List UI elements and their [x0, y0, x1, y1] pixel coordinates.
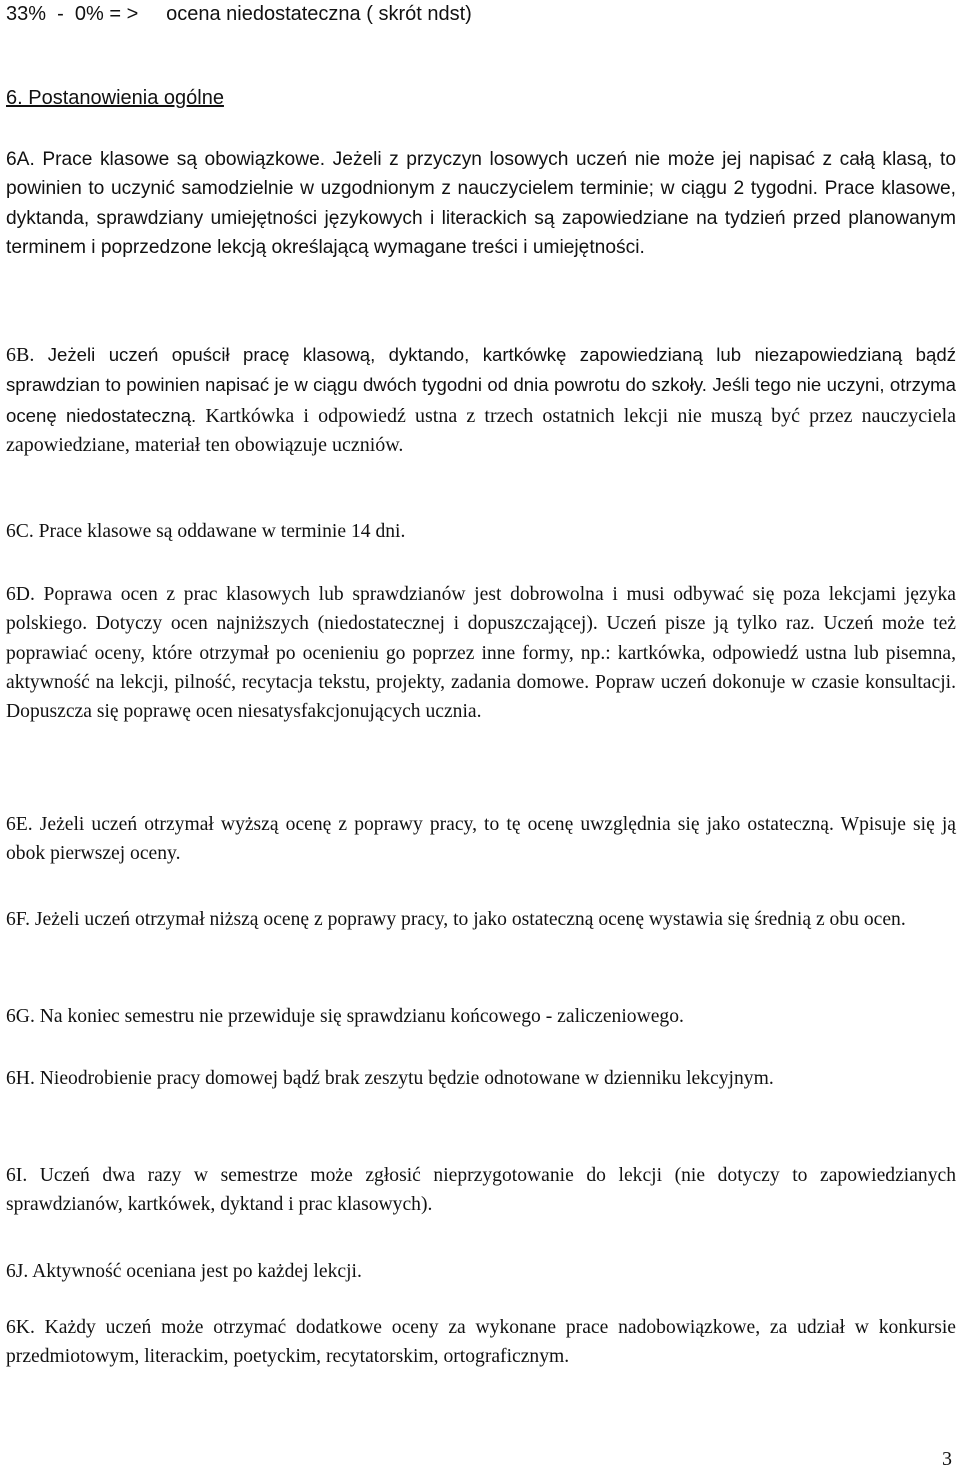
paragraph-6b-label: 6B.: [6, 344, 35, 366]
paragraph-6c: 6C. Prace klasowe są oddawane w terminie 14 dni.: [6, 521, 406, 542]
paragraph-6h: 6H. Nieodrobienie pracy domowej bądź brak zeszytu będzie odnotowane w dzienniku lekcyjnym.: [6, 1068, 774, 1089]
paragraph-6e: 6E. Jeżeli uczeń otrzymał wyższą ocenę z poprawy pracy, to tę ocenę uwzględnia się jako ostateczną. Wpisuje się ją obok pierwszej oceny.: [6, 814, 956, 865]
paragraph-6g: 6G. Na koniec semestru nie przewiduje się sprawdzianu końcowego - zaliczeniowego.: [6, 1006, 684, 1027]
paragraph-6b: [6, 340, 956, 460]
document-page: [6, 0, 957, 1368]
paragraph-6d: 6D. Poprawa ocen z prac klasowych lub sprawdzianów jest dobrowolna i musi odbywać się poza lekcjami języka polskiego. Dotyczy ocen najniższych (niedostatecznej i dopuszczającej). Uczeń pisze ją tylko raz. Uczeń może też poprawiać oceny, które otrzymał po ocenieniu go poprzez inne formy, np.: kartkówka, odpowiedź ustna lub pisemna, aktywność na lekcji, pilność, recytacja tekstu, projekty, zadania domowe. Popraw uczeń dokonuje w czasie konsultacji. Dopuszcza się poprawę ocen niesatysfakcjonujących ucznia.: [6, 584, 956, 723]
paragraph-6i: 6I. Uczeń dwa razy w semestrze może zgłosić nieprzygotowanie do lekcji (nie dotyczy to zapowiedzianych sprawdzianów, kartkówek, dyktand i prac klasowych).: [6, 1165, 956, 1216]
paragraph-6a-part1: 6A. Prace klasowe są obowiązkowe. Jeżeli z przyczyn losowych uczeń nie może jej napisać z całą klasą, to powinien to uczynić samodzielnie w uzgodnionym z nauczycielem terminie; w ciągu 2 tygodni.: [6, 149, 956, 200]
paragraph-6a-part2: Prace klasowe, dyktanda, sprawdziany umiejętności językowych i literackich są zapowiedziane na tydzień przed planowanym terminem i poprzedzone lekcją określającą wymagane treści i umiejętności.: [6, 178, 956, 258]
paragraph-6k: 6K. Każdy uczeń może otrzymać dodatkowe oceny za wykonane prace nadobowiązkowe, za udział w konkursie przedmiotowym, literackim, poetyckim, recytatorskim, ortograficznym.: [6, 1317, 956, 1368]
paragraph-6a: [6, 145, 956, 262]
paragraph-6b-part2: Kartkówka i odpowiedź ustna z trzech ostatnich lekcji nie muszą być przez nauczyciela zapowiedziane, materiał ten obowiązuje uczniów.: [6, 404, 957, 456]
paragraph-6b-part1: Jeżeli uczeń opuścił pracę klasową, dyktando, kartkówkę zapowiedzianą lub niezapowiedzianą bądź sprawdzian to powinien napisać je w ciągu dwóch tygodni od dnia powrotu do szkoły. Jeśli tego nie uczyni, otrzyma ocenę niedostateczną.: [6, 344, 956, 426]
grade-scale-line: 33% - 0% = > ocena niedostateczna ( skrót ndst): [6, 3, 472, 25]
paragraph-6j: 6J. Aktywność oceniana jest po każdej lekcji.: [6, 1261, 362, 1282]
section-title: 6. Postanowienia ogólne: [6, 87, 224, 109]
paragraph-6f: 6F. Jeżeli uczeń otrzymał niższą ocenę z poprawy pracy, to jako ostateczną ocenę wystawia się średnią z obu ocen.: [6, 909, 906, 930]
page-number: 3: [942, 1448, 952, 1470]
